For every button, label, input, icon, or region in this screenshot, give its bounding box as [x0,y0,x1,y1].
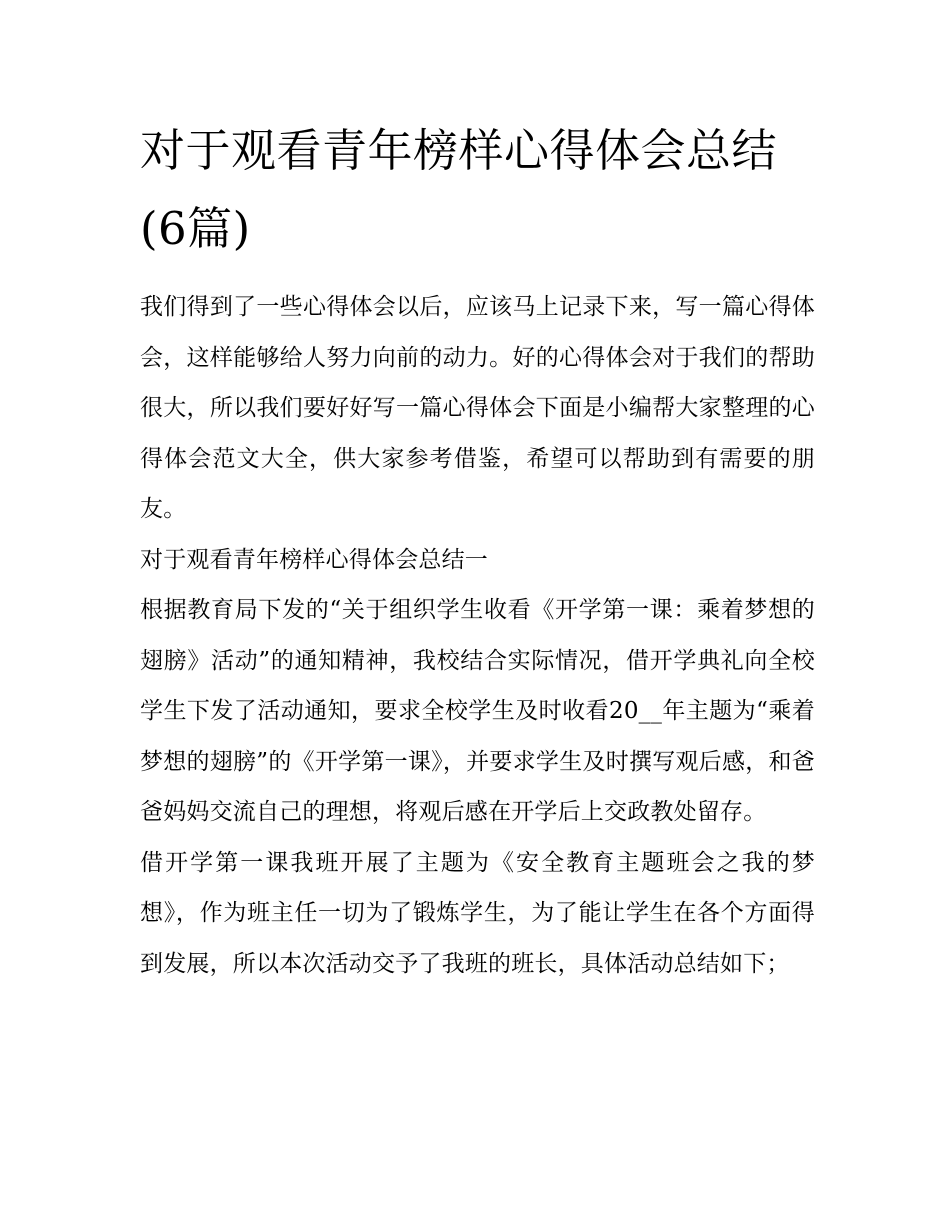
document-title: 对于观看青年榜样心得体会总结(6篇) [140,124,778,255]
intro-paragraph: 我们得到了一些心得体会以后，应该马上记录下来，写一篇心得体会，这样能够给人努力向前的动力。好的心得体会对于我们的帮助很大，所以我们要好好写一篇心得体会下面是小编帮大家整理的心得体会范文大全，供大家参考借鉴，希望可以帮助到有需要的朋友。 [140,294,815,522]
section-heading: 对于观看青年榜样心得体会总结一 [140,546,488,573]
body-paragraph-1: 根据教育局下发的“关于组织学生收看《开学第一课：乘着梦想的翅膀》活动”的通知精神，我校结合实际情况，借开学典礼向全校学生下发了活动通知，要求全校学生及时收看20__年主题为“乘着梦想的翅膀”的《开学第一课》，并要求学生及时撰写观后感，和爸爸妈妈交流自己的理想，将观后感在开学后上交政教处留存。 [140,597,815,825]
document-body [140,112,815,989]
body-paragraph-2: 借开学第一课我班开展了主题为《安全教育主题班会之我的梦想》，作为班主任一切为了锻炼学生，为了能让学生在各个方面得到发展，所以本次活动交予了我班的班长，具体活动总结如下； [140,849,815,977]
